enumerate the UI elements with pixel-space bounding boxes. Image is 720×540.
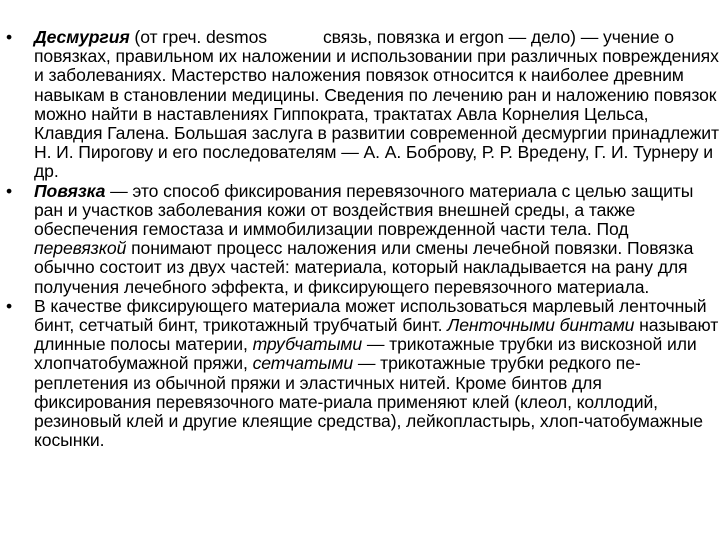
term-desmurgia: Десмургия	[34, 27, 130, 47]
term-setchatye: сетчатыми	[252, 353, 354, 374]
bullet-icon: •	[6, 180, 13, 201]
list-item-povyazka	[0, 182, 719, 297]
list-item-desmurgia	[0, 28, 719, 182]
term-povyazka: Повязка	[34, 180, 106, 201]
trubchatye-definition: — трикотажные трубки из вискозной или хлопчатобумажной пряжи,	[34, 334, 697, 374]
list-item-fixing-material	[0, 297, 719, 451]
term-trubchatye: трубчатыми	[252, 334, 363, 355]
lentochnye-definition: называют длинные полосы материи,	[34, 315, 719, 355]
desmurgia-definition: связь, повязка и ergon — дело) — учение о повязках, правильном их наложении и использовании при различных повреждениях и заболеваниях. Мастерство наложения повязок относится к наиболее древним навыкам в становлении медицины. Сведения по лечению ран и наложению повязок можно найти в наставлениях Гиппократа, трактатах Авла Корнелия Цельса, Клавдия Галена. Большая заслуга в развитии современной десмургии принадлежит Н. И. Пирогову и его последователям — А. А. Боброву, Р. Р. Вредену, Г. И. Турнеру и др.	[34, 27, 719, 182]
bullet-icon: •	[6, 27, 13, 47]
term-lentochnye-binty: Ленточными бинтами	[447, 315, 635, 336]
perevyazka-definition: понимают процесс наложения или смены лечебной повязки. Повязка обычно состоит из двух частей: материала, который накладывается на рану для получения лечебного эффекта, и фиксирующего перевязочного материала.	[34, 238, 694, 297]
etymology-text: (от греч. desmos	[129, 27, 267, 47]
fixing-material-intro: В качестве фиксирующего материала может использоваться марлевый ленточный бинт, сетчатый бинт, трикотажный трубчатый бинт.	[34, 295, 707, 336]
povyazka-definition: — это способ фиксирования перевязочного материала с целью защиты ран и участков заболевания кожи от воздействия внешней среды, а также обеспечения гемостаза и иммобилизации поврежденной части тела. Под	[34, 180, 694, 240]
bullet-icon: •	[6, 295, 13, 316]
setchatye-definition: — трикотажные трубки редкого пе-реплетения из обычной пряжи и эластичных нитей. Кроме бинтов для фиксирования перевязочного мате-риала применяют клей (клеол, коллодий, резиновый клей и другие клеящие средства), лейкопластырь, хлоп-чатобумажные косынки.	[34, 353, 703, 451]
term-perevyazka: перевязкой	[34, 238, 127, 259]
